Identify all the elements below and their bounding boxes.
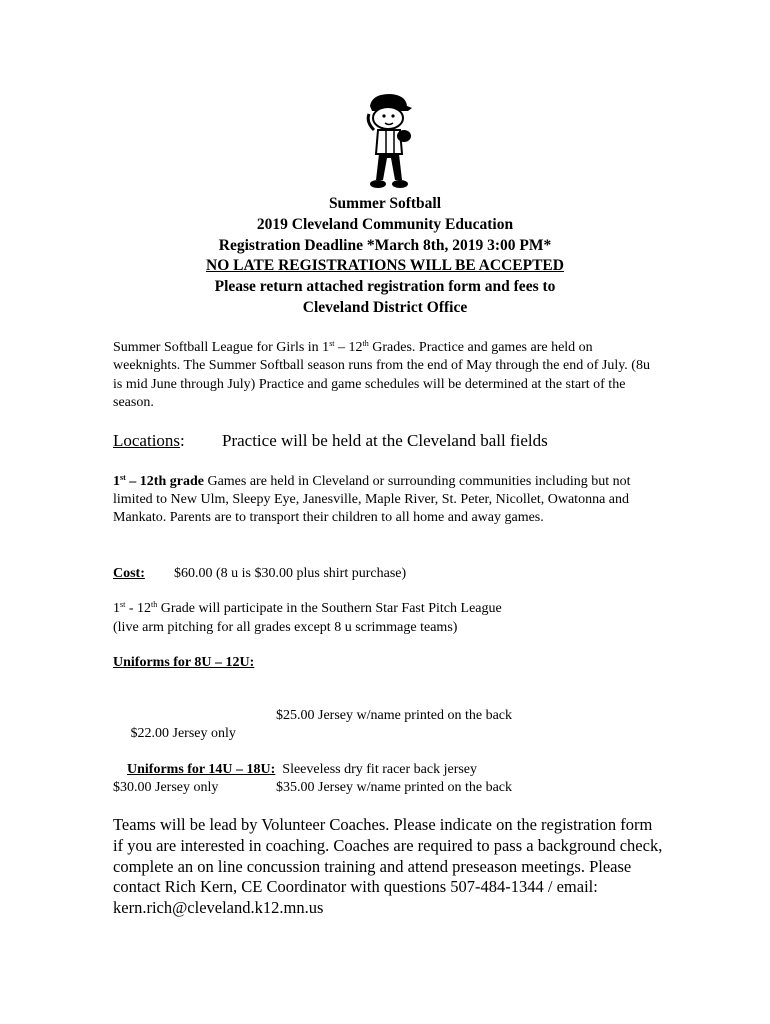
header-title: Summer Softball [328,195,442,212]
uniforms-8u-option-1: $22.00 Jersey only [127,726,236,741]
coaches-paragraph: Teams will be lead by Volunteer Coaches. Please indicate on the registration form if you are interested in coaching. Coaches are required to pass a background check, complete an on line concussion training and attend preseason meetings. Please contact Rich Kern, CE Coordinator with questions 507-484-1344 / email: kern.rich@cleveland.k12.mn.us [113,815,663,918]
header-office: Cleveland District Office [302,298,468,316]
locations-label: Locations [113,431,181,450]
header-program: 2019 Cleveland Community Education [256,215,514,233]
uniforms-14u-heading: Uniforms for 14U – 18U: Sleeveless dry fit racer back jersey [127,762,478,777]
header-late-notice: NO LATE REGISTRATIONS WILL BE ACCEPTED [206,257,564,275]
cost-value: $60.00 (8 u is $30.00 plus shirt purchase) [174,566,407,581]
header-deadline: Registration Deadline *March 8th, 2019 3:00 PM* [218,236,552,254]
softball-player-cartoon-icon [360,92,420,192]
document-header [0,194,770,319]
uniforms-8u-option-2: $25.00 Jersey w/name printed on the back [276,708,512,723]
uniforms-14u-option-2: $35.00 Jersey w/name printed on the back [276,780,512,795]
locations-section: Locations: Practice will be held at the Cleveland ball fields [113,431,548,450]
uniforms-14u-options [113,779,512,797]
header-return-instructions: Please return attached registration form and fees to [214,278,556,296]
intro-paragraph: Summer Softball League for Girls in 1st – 12th Grades. Practice and games are held on weeknights. The Summer Softball season runs from the end of May through the end of July. (8u is mid June through July) Practice and game schedules will be determined at the start of the season. [113,339,650,410]
locations-value: Practice will be held at the Cleveland ball fields [222,431,548,450]
uniforms-14u-description: Sleeveless dry fit racer back jersey [275,762,478,777]
grades-paragraph: 1st – 12th grade Games are held in Cleveland or surrounding communities including but not limited to New Ulm, Sleepy Eye, Janesville, Maple River, St. Peter, Nicollet, Owatonna and Mankato. Parents are to transport their children to all home and away games. [113,473,631,526]
uniforms-8u-heading: Uniforms for 8U – 12U: [113,655,255,670]
cost-row [113,565,407,583]
league-paragraph: 1st - 12th Grade will participate in the Southern Star Fast Pitch League (live arm pitching for all grades except 8 u scrimmage teams) [113,600,502,635]
uniforms-14u-option-1: $30.00 Jersey only [113,780,219,795]
cost-label: Cost: [113,566,145,581]
